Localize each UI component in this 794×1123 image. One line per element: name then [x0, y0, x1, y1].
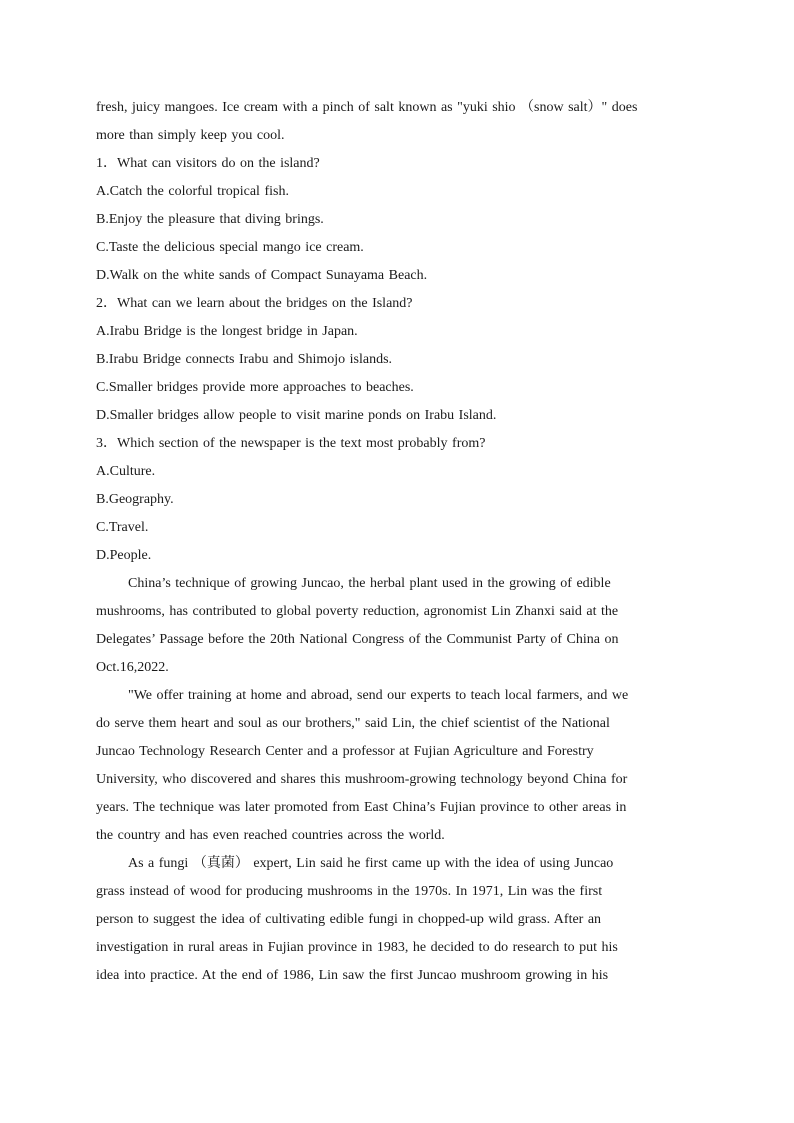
paragraph-line: years. The technique was later promoted from East China’s Fujian province to other areas in — [96, 800, 627, 815]
document-page — [96, 94, 698, 990]
question-stem: 2．What can we learn about the bridges on the Island? — [96, 296, 413, 311]
option-a: A.Catch the colorful tropical fish. — [96, 184, 289, 199]
passage-paragraph-3 — [96, 850, 698, 990]
question-2 — [96, 290, 698, 430]
option-b: B.Enjoy the pleasure that diving brings. — [96, 212, 324, 227]
question-stem: 3．Which section of the newspaper is the text most probably from? — [96, 436, 486, 451]
option-d: D.Smaller bridges allow people to visit marine ponds on Irabu Island. — [96, 408, 497, 423]
option-a: A.Culture. — [96, 464, 156, 479]
paragraph-line: University, who discovered and shares this mushroom-growing technology beyond China for — [96, 772, 628, 787]
option-a: A.Irabu Bridge is the longest bridge in Japan. — [96, 324, 358, 339]
option-d: D.People. — [96, 548, 152, 563]
intro-text: more than simply keep you cool. — [96, 128, 285, 143]
passage-paragraph-1 — [96, 570, 698, 682]
option-b: B.Irabu Bridge connects Irabu and Shimojo islands. — [96, 352, 393, 367]
paragraph-line: investigation in rural areas in Fujian province in 1983, he decided to do research to put his — [96, 940, 618, 955]
question-1 — [96, 150, 698, 290]
paragraph-line: do serve them heart and soul as our brothers," said Lin, the chief scientist of the National — [96, 716, 610, 731]
paragraph-line: mushrooms, has contributed to global poverty reduction, agronomist Lin Zhanxi said at the — [96, 604, 619, 619]
question-3 — [96, 430, 698, 570]
option-c: C.Smaller bridges provide more approaches to beaches. — [96, 380, 414, 395]
passage-paragraph-2 — [96, 682, 698, 850]
option-b: B.Geography. — [96, 492, 174, 507]
paragraph-line: Juncao Technology Research Center and a professor at Fujian Agriculture and Forestry — [96, 744, 594, 759]
intro-line — [96, 122, 698, 150]
question-stem: 1．What can visitors do on the island? — [96, 156, 320, 171]
paragraph-line: person to suggest the idea of cultivating edible fungi in chopped-up wild grass. After an — [96, 912, 602, 927]
paragraph-line: the country and has even reached countries across the world. — [96, 828, 445, 843]
paragraph-line: China’s technique of growing Juncao, the herbal plant used in the growing of edible — [128, 576, 611, 591]
paragraph-line: Oct.16,2022. — [96, 660, 169, 675]
option-c: C.Travel. — [96, 520, 149, 535]
paragraph-line: idea into practice. At the end of 1986, Lin saw the first Juncao mushroom growing in his — [96, 968, 609, 983]
paragraph-line: "We offer training at home and abroad, send our experts to teach local farmers, and we — [128, 688, 629, 703]
option-d: D.Walk on the white sands of Compact Sunayama Beach. — [96, 268, 428, 283]
paragraph-line: As a fungi （真菌） expert, Lin said he first came up with the idea of using Juncao — [128, 856, 614, 871]
intro-text: fresh, juicy mangoes. Ice cream with a pinch of salt known as "yuki shio （snow salt）" does — [96, 100, 638, 115]
paragraph-line: grass instead of wood for producing mushrooms in the 1970s. In 1971, Lin was the first — [96, 884, 603, 899]
intro-line — [96, 94, 698, 122]
paragraph-line: Delegates’ Passage before the 20th National Congress of the Communist Party of China on — [96, 632, 619, 647]
option-c: C.Taste the delicious special mango ice cream. — [96, 240, 364, 255]
